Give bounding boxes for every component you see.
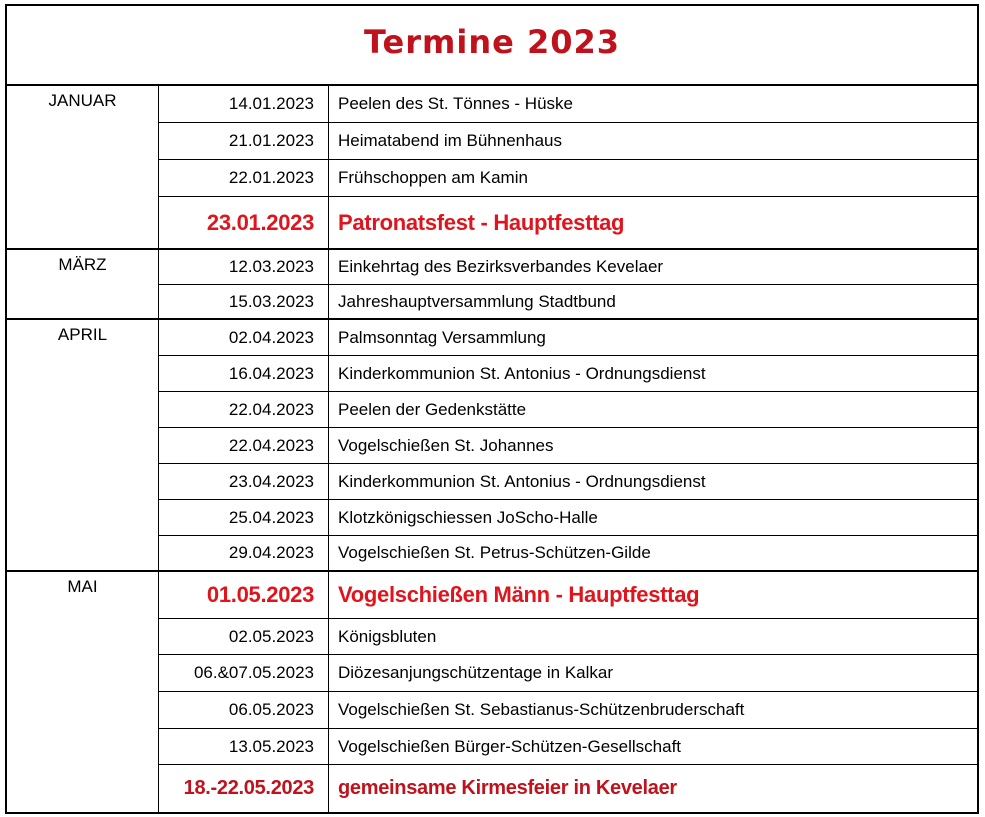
event-date: 14.01.2023 [159, 86, 329, 122]
month-label: JANUAR [7, 86, 159, 250]
table-row [159, 619, 977, 655]
table-row [159, 285, 977, 320]
event-date: 12.03.2023 [159, 250, 329, 284]
month-label: MÄRZ [7, 250, 159, 320]
event-date: 23.01.2023 [159, 197, 329, 248]
table-row [159, 500, 977, 536]
table-row [159, 692, 977, 729]
event-description: Palmsonntag Versammlung [338, 327, 546, 347]
event-date: 06.&07.05.2023 [159, 655, 329, 691]
event-description: Vogelschießen Männ - Hauptfesttag [338, 582, 700, 607]
event-date: 02.05.2023 [159, 619, 329, 654]
table-row [159, 160, 977, 197]
event-description: Klotzkönigschiessen JoScho-Halle [338, 507, 598, 527]
event-date: 29.04.2023 [159, 536, 329, 570]
event-description: Diözesanjungschützentage in Kalkar [338, 663, 614, 682]
table-row [159, 464, 977, 500]
table-row [159, 729, 977, 765]
event-date: 16.04.2023 [159, 356, 329, 391]
event-description: Patronatsfest - Hauptfesttag [338, 209, 625, 235]
table-row [159, 536, 977, 572]
event-description: Peelen des St. Tönnes - Hüske [338, 94, 573, 113]
event-description: Heimatabend im Bühnenhaus [338, 131, 562, 150]
event-description: Kinderkommunion St. Antonius - Ordnungsdienst [338, 471, 706, 491]
table-row [159, 655, 977, 692]
event-date: 06.05.2023 [159, 692, 329, 728]
event-date: 22.04.2023 [159, 428, 329, 463]
event-date: 23.04.2023 [159, 464, 329, 499]
table-row [159, 428, 977, 464]
table-row [159, 392, 977, 428]
schedule-table [5, 4, 979, 814]
event-description: Jahreshauptversammlung Stadtbund [338, 291, 616, 311]
event-description: Vogelschießen Bürger-Schützen-Gesellschaft [338, 736, 682, 756]
event-date: 18.-22.05.2023 [159, 765, 329, 812]
month-label: APRIL [7, 320, 159, 572]
event-date: 02.04.2023 [159, 320, 329, 355]
event-date: 13.05.2023 [159, 729, 329, 764]
event-description: Einkehrtag des Bezirksverbandes Kevelaer [338, 257, 664, 276]
table-row-highlighted [159, 572, 977, 619]
event-description: Vogelschießen St. Petrus-Schützen-Gilde [338, 543, 651, 562]
event-date: 01.05.2023 [159, 572, 329, 618]
month-label: MAI [7, 572, 159, 812]
page-title: Termine 2023 [363, 23, 621, 61]
title-bar [7, 6, 977, 86]
event-date: 15.03.2023 [159, 285, 329, 318]
table-row [159, 356, 977, 392]
table-row [159, 320, 977, 356]
event-date: 22.01.2023 [159, 160, 329, 196]
table-row-highlighted [159, 765, 977, 812]
event-description: gemeinsame Kirmesfeier in Kevelaer [338, 777, 677, 799]
event-description: Frühschoppen am Kamin [338, 168, 528, 187]
table-row [159, 86, 977, 123]
event-date: 25.04.2023 [159, 500, 329, 535]
event-description: Königsbluten [338, 626, 437, 646]
event-description: Vogelschießen St. Johannes [338, 435, 554, 455]
event-description: Kinderkommunion St. Antonius - Ordnungsdienst [338, 363, 706, 383]
event-date: 22.04.2023 [159, 392, 329, 427]
event-date: 21.01.2023 [159, 123, 329, 159]
table-row-highlighted [159, 197, 977, 250]
event-description: Peelen der Gedenkstätte [338, 399, 527, 419]
table-row [159, 123, 977, 160]
table-row [159, 250, 977, 285]
event-description: Vogelschießen St. Sebastianus-Schützenbruderschaft [338, 700, 745, 719]
